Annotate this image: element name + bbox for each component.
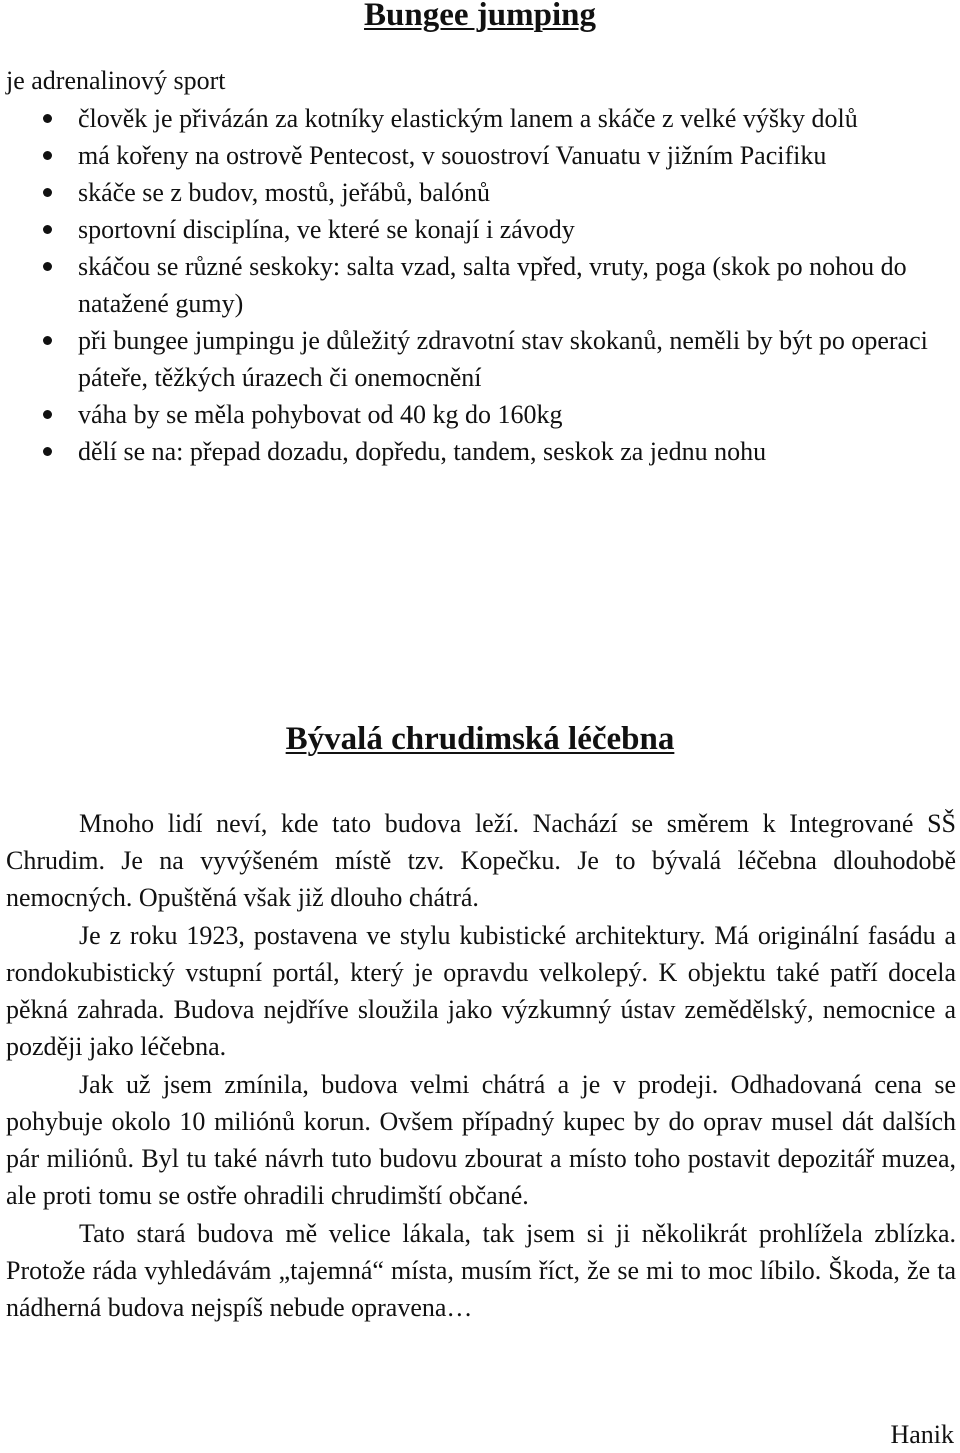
bullet-icon	[43, 114, 52, 123]
list-item	[0, 322, 950, 396]
paragraph: Jak už jsem zmínila, budova velmi chátrá a je v prodeji. Odhadovaná cena se pohybuje okolo 10 miliónů korun. Ovšem případný kupec by do oprav musel dát dalších pár miliónů. Byl tu také návrh tuto budovu zbourat a místo toho postavit depozitář muzea, ale proti tomu se ostře ohradili chrudimští občané.	[6, 1070, 956, 1210]
list-item-text: sportovní disciplína, ve které se konají i závody	[78, 215, 575, 244]
paragraph: Tato stará budova mě velice lákala, tak jsem si ji několikrát prohlížela zblízka. Protože ráda vyhledávám „tajemná“ místa, musím říct, že se mi to moc líbilo. Škoda, že ta nádherná budova nejspíš nebude opravena…	[6, 1219, 956, 1322]
bullet-icon	[43, 336, 52, 345]
bullet-list	[0, 100, 950, 470]
paragraph: Mnoho lidí neví, kde tato budova leží. Nachází se směrem k Integrované SŠ Chrudim. Je na vyvýšeném místě tzv. Kopečku. Je to bývalá léčebna dlouhodobě nemocných. Opuštěná však již dlouho chátrá.	[6, 809, 956, 912]
list-item-text: dělí se na: přepad dozadu, dopředu, tandem, seskok za jednu nohu	[78, 437, 767, 466]
bullet-icon	[43, 410, 52, 419]
list-item	[0, 211, 950, 248]
intro-line: je adrenalinový sport	[6, 66, 226, 95]
bullet-icon	[43, 151, 52, 160]
list-item-text: při bungee jumpingu je důležitý zdravotní stav skokanů, neměli by být po operaci páteře, těžkých úrazech či onemocnění	[78, 326, 928, 392]
section-title-bungee: Bungee jumping	[364, 0, 596, 33]
list-item-text: váha by se měla pohybovat od 40 kg do 160kg	[78, 400, 563, 429]
list-item	[0, 433, 950, 470]
author-signature: Hanik	[890, 1420, 954, 1449]
list-item	[0, 100, 950, 137]
list-item	[0, 248, 950, 322]
bullet-icon	[43, 447, 52, 456]
list-item	[0, 174, 950, 211]
list-item-text: člověk je přivázán za kotníky elastickým lanem a skáče z velké výšky dolů	[78, 104, 858, 133]
list-item	[0, 137, 950, 174]
list-item-text: skáče se z budov, mostů, jeřábů, balónů	[78, 178, 491, 207]
paragraph: Je z roku 1923, postavena ve stylu kubistické architektury. Má originální fasádu a rondokubistický vstupní portál, který je opravdu velkolepý. K objektu také patří docela pěkná zahrada. Budova nejdříve sloužila jako výzkumný ústav zemědělský, nemocnice a později jako léčebna.	[6, 921, 956, 1061]
bullet-icon	[43, 262, 52, 271]
bullet-icon	[43, 225, 52, 234]
list-item-text: má kořeny na ostrově Pentecost, v souostroví Vanuatu v jižním Pacifiku	[78, 141, 827, 170]
article-body	[6, 805, 956, 1326]
list-item-text: skáčou se různé seskoky: salta vzad, salta vpřed, vruty, poga (skok po nohou do natažené gumy)	[78, 252, 907, 318]
bullet-icon	[43, 188, 52, 197]
section-title-lecebna: Bývalá chrudimská léčebna	[285, 721, 675, 757]
list-item	[0, 396, 950, 433]
